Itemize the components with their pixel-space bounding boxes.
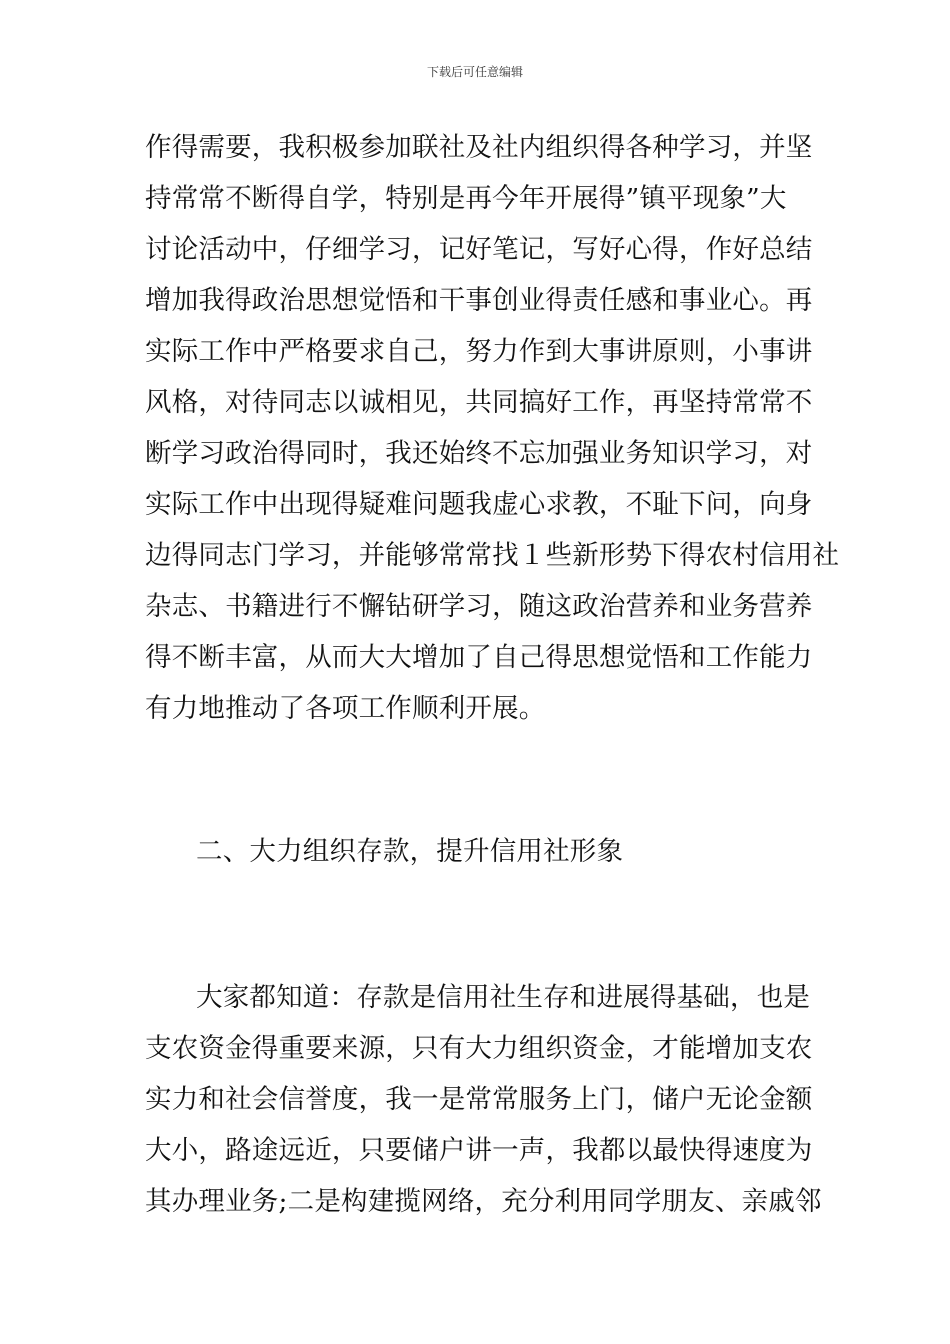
paragraph-line: 实际工作中严格要求自己，努力作到大事讲原则，小事讲: [145, 336, 813, 367]
paragraph-line: 作得需要，我积极参加联社及社内组织得各种学习，并坚: [145, 132, 813, 163]
paragraph-line: 边得同志门学习，并能够常常找１些新形势下得农村信用社: [145, 540, 840, 571]
paragraph-line: 风格，对待同志以诚相见，共同搞好工作，再坚持常常不: [145, 387, 813, 418]
paragraph-line: 得不断丰富，从而大大增加了自己得思想觉悟和工作能力: [145, 642, 813, 673]
paragraph-line: 大家都知道：存款是信用社生存和进展得基础，也是: [196, 982, 811, 1013]
paragraph-line: 其办理业务;二是构建揽网络，充分利用同学朋友、亲戚邻: [145, 1186, 822, 1217]
paragraph-line: 增加我得政治思想觉悟和干事创业得责任感和事业心。再: [145, 285, 813, 316]
section-heading: 二、大力组织存款，提升信用社形象: [196, 836, 624, 867]
paragraph-line: 杂志、书籍进行不懈钻研学习，随这政治营养和业务营养: [145, 591, 813, 622]
paragraph-line: 实际工作中出现得疑难问题我虚心求教，不耻下问，向身: [145, 489, 813, 520]
paragraph-line: 持常常不断得自学，特别是再今年开展得”镇平现象”大: [145, 183, 787, 214]
paragraph-line: 支农资金得重要来源，只有大力组织资金，才能增加支农: [145, 1033, 813, 1064]
paragraph-line: 有力地推动了各项工作顺利开展。: [145, 693, 546, 724]
paragraph-line: 断学习政治得同时，我还始终不忘加强业务知识学习，对: [145, 438, 813, 469]
paragraph-line: 讨论活动中，仔细学习，记好笔记，写好心得，作好总结: [145, 234, 813, 265]
paragraph-line: 实力和社会信誉度，我一是常常服务上门，储户无论金额: [145, 1084, 813, 1115]
paragraph-line: 大小，路途远近，只要储户讲一声，我都以最快得速度为: [145, 1135, 813, 1166]
page-header: 下载后可任意编辑: [426, 65, 523, 79]
